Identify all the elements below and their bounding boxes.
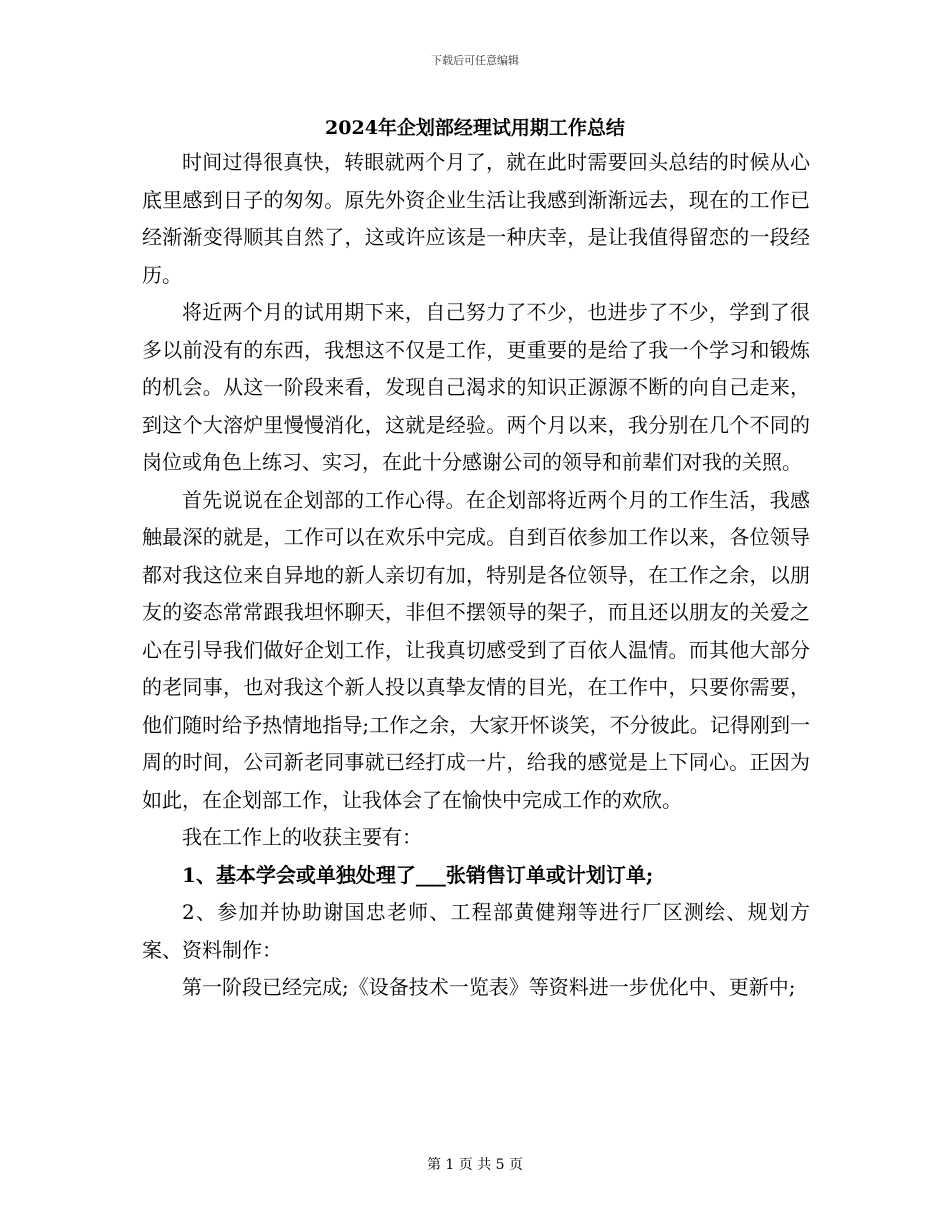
- paragraph-planning-dept: 首先说说在企划部的工作心得。在企划部将近两个月的工作生活，我感触最深的就是，工作可以在欢乐中完成。自到百依参加工作以来，各位领导都对我这位来自异地的新人亲切有加，特别是各位领导，在工作之余，以朋友的姿态常常跟我坦怀聊天，非但不摆领导的架子，而且还以朋友的关爱之心在引导我们做好企划工作，让我真切感受到了百依人温情。而其他大部分的老同事，也对我这个新人投以真挚友情的目光，在工作中，只要你需要，他们随时给予热情地指导;工作之余，大家开怀谈笑，不分彼此。记得刚到一周的时间，公司新老同事就已经打成一片，给我的感觉是上下同心。正因为如此，在企划部工作，让我体会了在愉快中完成工作的欢欣。: [142, 487, 810, 812]
- page-header-note: 下载后可任意编辑: [431, 54, 519, 67]
- paragraph-probation: 将近两个月的试用期下来，自己努力了不少，也进步了不少，学到了很多以前没有的东西，我想这不仅是工作，更重要的是给了我一个学习和锻炼的机会。从这一阶段来看，发现自己渴求的知识正源源不断的向自己走来，到这个大溶炉里慢慢消化，这就是经验。两个月以来，我分别在几个不同的岗位或角色上练习、实习，在此十分感谢公司的领导和前辈们对我的关照。: [142, 300, 810, 474]
- paragraph-gain-2: 2、参加并协助谢国忠老师、工程部黄健翔等进行厂区测绘、规划方案、资料制作：: [142, 900, 810, 962]
- paragraph-gain-1: 1、基本学会或单独处理了___张销售订单或计划订单;: [182, 862, 654, 887]
- page-number: 第 1 页 共 5 页: [426, 1157, 524, 1173]
- paragraph-intro: 时间过得很真快，转眼就两个月了，就在此时需要回头总结的时候从心底里感到日子的匆匆。原先外资企业生活让我感到渐渐远去，现在的工作已经渐渐变得顺其自然了，这或许应该是一种庆幸，是让我值得留恋的一段经历。: [142, 150, 810, 287]
- paragraph-stage-1: 第一阶段已经完成;《设备技术一览表》等资料进一步优化中、更新中;: [182, 975, 796, 999]
- paragraph-gains-heading: 我在工作上的收获主要有：: [182, 825, 422, 849]
- document-title: 2024年企划部经理试用期工作总结: [325, 117, 625, 139]
- document-body: [142, 144, 810, 1007]
